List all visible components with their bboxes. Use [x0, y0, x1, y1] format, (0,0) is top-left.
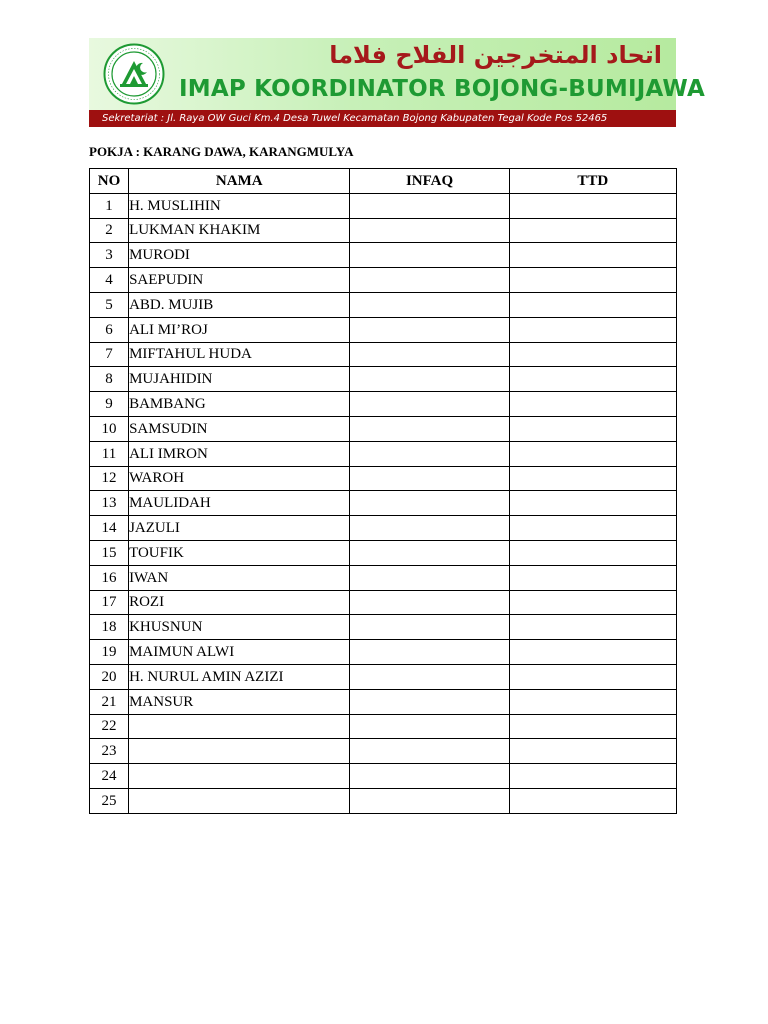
row-name: H. NURUL AMIN AZIZI — [129, 664, 350, 689]
header-ttd: TTD — [509, 169, 676, 194]
pokja-title: POKJA : KARANG DAWA, KARANGMULYA — [89, 144, 354, 159]
row-name: MUJAHIDIN — [129, 367, 350, 392]
row-name: MAIMUN ALWI — [129, 640, 350, 665]
row-name: IWAN — [129, 565, 350, 590]
row-name — [129, 788, 350, 813]
row-name: ABD. MUJIB — [129, 292, 350, 317]
row-name: WAROH — [129, 466, 350, 491]
row-name: H. MUSLIHIN — [129, 193, 350, 218]
org-name: IMAP KOORDINATOR BOJONG-BUMIJAWA — [179, 76, 705, 102]
row-number: 3 — [90, 243, 129, 268]
row-ttd-cell — [509, 268, 676, 293]
row-infaq-cell — [350, 640, 509, 665]
row-name: MAULIDAH — [129, 491, 350, 516]
row-infaq-cell — [350, 218, 509, 243]
table-row — [90, 615, 677, 640]
row-infaq-cell — [350, 788, 509, 813]
table-row — [90, 590, 677, 615]
row-ttd-cell — [509, 193, 676, 218]
row-infaq-cell — [350, 590, 509, 615]
row-ttd-cell — [509, 466, 676, 491]
table-row — [90, 540, 677, 565]
row-ttd-cell — [509, 664, 676, 689]
row-name: TOUFIK — [129, 540, 350, 565]
row-number: 16 — [90, 565, 129, 590]
row-number: 20 — [90, 664, 129, 689]
row-number: 19 — [90, 640, 129, 665]
table-row — [90, 689, 677, 714]
row-number: 10 — [90, 416, 129, 441]
row-name — [129, 714, 350, 739]
row-name: ROZI — [129, 590, 350, 615]
row-number: 7 — [90, 342, 129, 367]
row-ttd-cell — [509, 788, 676, 813]
row-ttd-cell — [509, 565, 676, 590]
table-row — [90, 664, 677, 689]
table-row — [90, 268, 677, 293]
row-name: SAMSUDIN — [129, 416, 350, 441]
row-ttd-cell — [509, 764, 676, 789]
row-name: MANSUR — [129, 689, 350, 714]
row-infaq-cell — [350, 540, 509, 565]
row-infaq-cell — [350, 441, 509, 466]
row-ttd-cell — [509, 590, 676, 615]
row-infaq-cell — [350, 664, 509, 689]
row-number: 25 — [90, 788, 129, 813]
header-nama: NAMA — [129, 169, 350, 194]
row-ttd-cell — [509, 714, 676, 739]
row-name: BAMBANG — [129, 392, 350, 417]
row-ttd-cell — [509, 441, 676, 466]
row-ttd-cell — [509, 491, 676, 516]
row-infaq-cell — [350, 392, 509, 417]
row-number: 4 — [90, 268, 129, 293]
row-infaq-cell — [350, 268, 509, 293]
table-row — [90, 441, 677, 466]
row-name: MURODI — [129, 243, 350, 268]
row-number: 14 — [90, 516, 129, 541]
row-name: SAEPUDIN — [129, 268, 350, 293]
secretariat-address: Sekretariat : Jl. Raya OW Guci Km.4 Desa Tuwel Kecamatan Bojong Kabupaten Tegal Kode Pos 52465 — [102, 113, 608, 124]
row-ttd-cell — [509, 689, 676, 714]
header-infaq: INFAQ — [350, 169, 509, 194]
row-infaq-cell — [350, 466, 509, 491]
row-infaq-cell — [350, 689, 509, 714]
row-ttd-cell — [509, 392, 676, 417]
row-infaq-cell — [350, 491, 509, 516]
row-number: 22 — [90, 714, 129, 739]
arabic-org-name: اتحاد المتخرجين الفلاح فلاما — [329, 41, 662, 69]
row-name: LUKMAN KHAKIM — [129, 218, 350, 243]
row-number: 8 — [90, 367, 129, 392]
row-number: 12 — [90, 466, 129, 491]
row-ttd-cell — [509, 540, 676, 565]
address-bar — [89, 110, 676, 127]
table-row — [90, 640, 677, 665]
row-name — [129, 764, 350, 789]
row-number: 5 — [90, 292, 129, 317]
row-infaq-cell — [350, 516, 509, 541]
row-ttd-cell — [509, 218, 676, 243]
row-number: 15 — [90, 540, 129, 565]
table-row — [90, 317, 677, 342]
row-number: 18 — [90, 615, 129, 640]
row-infaq-cell — [350, 739, 509, 764]
table-row — [90, 764, 677, 789]
row-name: ALI IMRON — [129, 441, 350, 466]
row-number: 13 — [90, 491, 129, 516]
row-infaq-cell — [350, 243, 509, 268]
table-row — [90, 516, 677, 541]
row-ttd-cell — [509, 367, 676, 392]
row-infaq-cell — [350, 292, 509, 317]
letterhead — [89, 38, 705, 110]
table-row — [90, 367, 677, 392]
row-number: 11 — [90, 441, 129, 466]
row-ttd-cell — [509, 317, 676, 342]
row-infaq-cell — [350, 565, 509, 590]
header-no: NO — [90, 169, 129, 194]
row-name: JAZULI — [129, 516, 350, 541]
row-number: 17 — [90, 590, 129, 615]
table-row — [90, 491, 677, 516]
row-infaq-cell — [350, 714, 509, 739]
table-row — [90, 714, 677, 739]
table-header-row — [90, 169, 677, 194]
row-ttd-cell — [509, 342, 676, 367]
row-infaq-cell — [350, 317, 509, 342]
row-name: ALI MI’ROJ — [129, 317, 350, 342]
row-name — [129, 739, 350, 764]
row-infaq-cell — [350, 342, 509, 367]
row-ttd-cell — [509, 516, 676, 541]
row-ttd-cell — [509, 292, 676, 317]
row-ttd-cell — [509, 640, 676, 665]
row-infaq-cell — [350, 615, 509, 640]
table-row — [90, 416, 677, 441]
table-row — [90, 292, 677, 317]
row-name: KHUSNUN — [129, 615, 350, 640]
row-number: 9 — [90, 392, 129, 417]
table-row — [90, 565, 677, 590]
row-infaq-cell — [350, 193, 509, 218]
row-number: 23 — [90, 739, 129, 764]
table-body — [90, 193, 677, 813]
table-row — [90, 788, 677, 813]
row-name: MIFTAHUL HUDA — [129, 342, 350, 367]
row-ttd-cell — [509, 615, 676, 640]
row-number: 1 — [90, 193, 129, 218]
row-number: 6 — [90, 317, 129, 342]
table-row — [90, 739, 677, 764]
table-row — [90, 466, 677, 491]
row-number: 21 — [90, 689, 129, 714]
row-number: 24 — [90, 764, 129, 789]
row-infaq-cell — [350, 416, 509, 441]
row-infaq-cell — [350, 764, 509, 789]
table-row — [90, 342, 677, 367]
table-row — [90, 392, 677, 417]
table-row — [90, 218, 677, 243]
organization-logo-icon — [103, 43, 165, 105]
row-infaq-cell — [350, 367, 509, 392]
table-row — [90, 193, 677, 218]
row-number: 2 — [90, 218, 129, 243]
row-ttd-cell — [509, 416, 676, 441]
table-row — [90, 243, 677, 268]
row-ttd-cell — [509, 739, 676, 764]
row-ttd-cell — [509, 243, 676, 268]
attendance-table — [89, 168, 677, 814]
